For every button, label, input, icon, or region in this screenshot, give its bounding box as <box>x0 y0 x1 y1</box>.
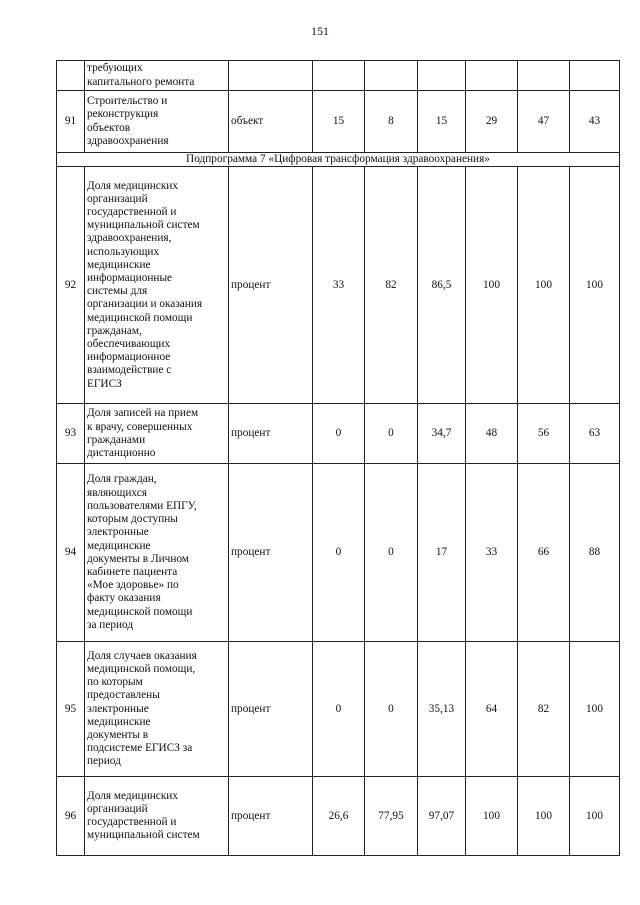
table-row <box>57 167 620 404</box>
value-cell: 47 <box>518 91 570 153</box>
value-cell: 82 <box>365 167 418 404</box>
row-number <box>57 61 85 91</box>
row-number: 91 <box>57 91 85 153</box>
table-row-continuation <box>57 61 620 91</box>
table-row <box>57 642 620 777</box>
indicator-name: Доля граждан, являющихся пользователями ЕПГУ, которым доступны электронные медицинские документы в Личном кабинете пациента «Мое здоровье» по факту оказания медицинской помощи за период <box>85 464 229 642</box>
value-cell: 15 <box>313 91 365 153</box>
value-cell: 100 <box>518 777 570 856</box>
empty-cell <box>418 61 466 91</box>
table-row <box>57 91 620 153</box>
value-cell: 97,07 <box>418 777 466 856</box>
table-body <box>57 61 620 856</box>
unit-cell: процент <box>229 167 313 404</box>
row-number: 94 <box>57 464 85 642</box>
value-cell: 26,6 <box>313 777 365 856</box>
indicator-name: Доля записей на прием к врачу, совершенных гражданами дистанционно <box>85 404 229 464</box>
value-cell: 8 <box>365 91 418 153</box>
value-cell: 100 <box>518 167 570 404</box>
value-cell: 15 <box>418 91 466 153</box>
empty-cell <box>466 61 518 91</box>
empty-cell <box>313 61 365 91</box>
indicator-name: Доля медицинских организаций государственной и муниципальной систем здравоохранения, использующих медицинские информационные системы для организации и оказания медицинской помощи гражданам, обеспечивающих информационное взаимодействие с ЕГИСЗ <box>85 167 229 404</box>
unit-cell: процент <box>229 404 313 464</box>
value-cell: 34,7 <box>418 404 466 464</box>
value-cell: 100 <box>466 167 518 404</box>
table-row <box>57 404 620 464</box>
value-cell: 33 <box>313 167 365 404</box>
indicators-table <box>56 60 620 856</box>
indicator-name: Доля медицинских организаций государственной и муниципальной систем <box>85 777 229 856</box>
value-cell: 0 <box>313 404 365 464</box>
value-cell: 0 <box>365 404 418 464</box>
indicator-name: Доля случаев оказания медицинской помощи, по которым предоставлены электронные медицинские документы в подсистеме ЕГИСЗ за период <box>85 642 229 777</box>
value-cell: 35,13 <box>418 642 466 777</box>
indicator-name: требующих капитального ремонта <box>85 61 229 91</box>
value-cell: 100 <box>570 167 620 404</box>
row-number: 93 <box>57 404 85 464</box>
value-cell: 100 <box>466 777 518 856</box>
value-cell: 88 <box>570 464 620 642</box>
value-cell: 0 <box>365 464 418 642</box>
table-row <box>57 464 620 642</box>
value-cell: 64 <box>466 642 518 777</box>
table-row <box>57 777 620 856</box>
value-cell: 100 <box>570 642 620 777</box>
value-cell: 0 <box>313 642 365 777</box>
value-cell: 48 <box>466 404 518 464</box>
value-cell: 86,5 <box>418 167 466 404</box>
value-cell: 33 <box>466 464 518 642</box>
row-number: 92 <box>57 167 85 404</box>
value-cell: 56 <box>518 404 570 464</box>
value-cell: 17 <box>418 464 466 642</box>
empty-cell <box>365 61 418 91</box>
unit-cell: процент <box>229 777 313 856</box>
value-cell: 43 <box>570 91 620 153</box>
unit-cell: процент <box>229 464 313 642</box>
value-cell: 63 <box>570 404 620 464</box>
value-cell: 82 <box>518 642 570 777</box>
empty-cell <box>229 61 313 91</box>
value-cell: 0 <box>313 464 365 642</box>
row-number: 96 <box>57 777 85 856</box>
unit-cell: процент <box>229 642 313 777</box>
value-cell: 0 <box>365 642 418 777</box>
section-title: Подпрограмма 7 «Цифровая трансформация здравоохранения» <box>57 153 620 167</box>
row-number: 95 <box>57 642 85 777</box>
value-cell: 77,95 <box>365 777 418 856</box>
unit-cell: объект <box>229 91 313 153</box>
empty-cell <box>570 61 620 91</box>
section-header-row <box>57 153 620 167</box>
value-cell: 100 <box>570 777 620 856</box>
indicator-name: Строительство и реконструкция объектов здравоохранения <box>85 91 229 153</box>
value-cell: 29 <box>466 91 518 153</box>
value-cell: 66 <box>518 464 570 642</box>
page-number: 151 <box>311 24 329 38</box>
empty-cell <box>518 61 570 91</box>
